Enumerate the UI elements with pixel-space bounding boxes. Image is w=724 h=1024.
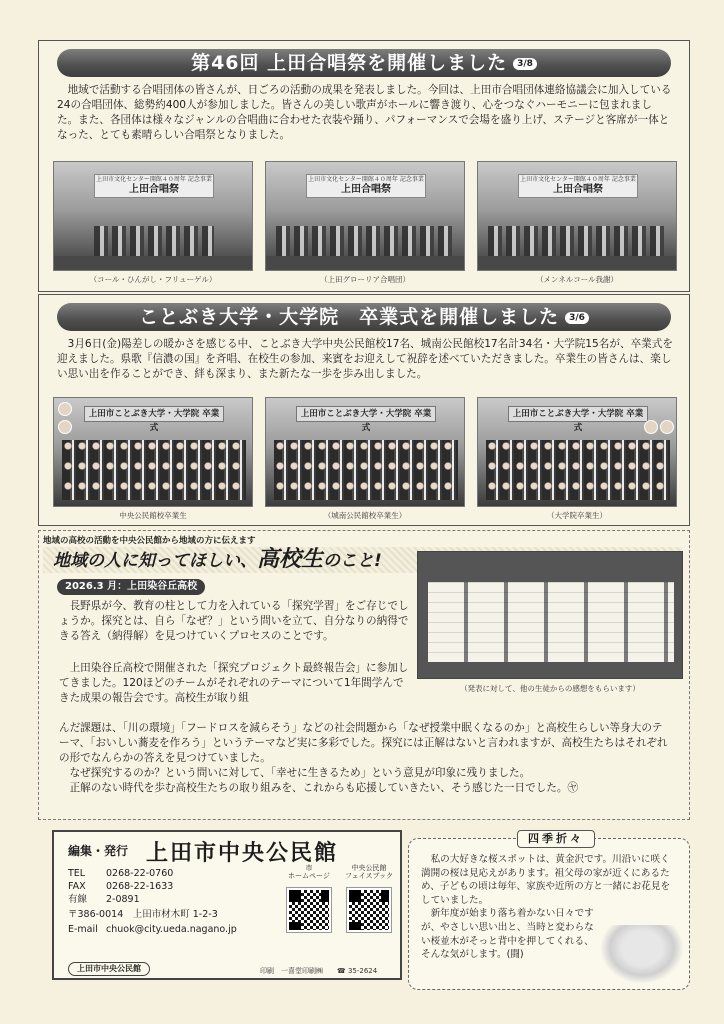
ceremony-sign: 上田市ことぶき大学・大学院 卒業式 — [508, 406, 648, 422]
photo-caption: （大学院卒業生） — [547, 511, 607, 520]
photo-caption: 中央公民館校卒業生 — [119, 511, 187, 520]
graduates — [62, 440, 246, 500]
performers — [276, 226, 456, 256]
photo-caption: （発表に対して、他の生徒からの感想をもらいます） — [460, 684, 640, 693]
date-badge: 3/8 — [513, 58, 537, 70]
photo-caption: （上田グローリア合唱団） — [320, 275, 410, 284]
article-graduation — [38, 294, 690, 526]
newsletter-page — [38, 40, 690, 980]
article-high-school — [38, 530, 690, 820]
group-photo — [265, 397, 465, 507]
group-photo — [477, 397, 677, 507]
cherry-tree-illustration — [601, 925, 683, 983]
feedback-board-photo — [417, 551, 683, 679]
stage-sign: 上田市文化センター開館４０周年 記念事業 上田合唱祭 — [518, 174, 638, 198]
article-title-banner — [57, 303, 671, 331]
portrait-inset — [660, 420, 674, 434]
portrait-inset — [58, 402, 72, 416]
headline-text: 地域の人に知ってほしい、 — [53, 551, 257, 571]
portrait-inset — [58, 420, 72, 434]
article-title: ことぶき大学・大学院 卒業式を開催しました — [139, 306, 560, 328]
group-photo — [53, 397, 253, 507]
publisher-label: 編集・発行 — [68, 844, 129, 858]
column-title: 四季折々 — [517, 830, 595, 848]
date-badge: 3/6 — [565, 312, 589, 324]
printer-credit: 印刷 一喜堂印刷㈱ ☎ 35-2624 — [260, 967, 378, 975]
publisher-pill: 上田市中央公民館 — [68, 962, 150, 976]
card-lines — [428, 582, 674, 662]
column-paragraph: 新年度が始まり落ち着かない日々ですが、やさしい思い出と、当時と変わらない桜並木がそっと背中を押してくれる、そんな気がします。(闘) — [421, 908, 594, 961]
publisher-box — [52, 830, 402, 980]
contact-address: 〒386-0014 上田市材木町 1-2-3 — [68, 909, 218, 920]
qr-code-icon[interactable] — [287, 888, 331, 932]
qr-label: 市 ホームページ — [288, 864, 330, 880]
column-paragraph: 私の大好きな桜スポットは、黄金沢です。川沿いに咲く満開の桜は見応えがあります。祖父母の家が近くにあるため、子どもの頃は毎年、家族や近所の方と一緒にお花見をしていました。 — [421, 854, 671, 906]
article-title: 第46回 上田合唱祭を開催しました — [191, 52, 508, 74]
paragraph: なぜ探究するのか？という問いに対して、「幸せに生きるため」という意見が印象に残りました。 — [69, 767, 531, 779]
stage-floor — [54, 256, 252, 270]
paragraph: 正解のない時代を歩む高校生たちの取り組みを、これからも応援していきたい、そう感じた一日でした。㋳ — [69, 782, 579, 794]
choir-photo — [477, 161, 677, 271]
contact-fax: FAX 0268-22-1633 — [68, 881, 174, 892]
photo-caption: （城南公民館校卒業生） — [323, 511, 407, 520]
ceremony-sign: 上田市ことぶき大学・大学院 卒業式 — [84, 406, 224, 422]
season-column — [408, 832, 690, 990]
publisher-name: 上田市中央公民館 — [146, 841, 339, 866]
stage-floor — [266, 256, 464, 270]
paragraph: んだ課題は、「川の環境」「フードロスを減らそう」などの社会問題から「なぜ授業中眠くなるのか」と高校生らしい等身大のテーマ、「おいしい蕎麦を作ろう」というテーマなど実に多彩でした。探究には正解はないと言われますが、高校生たちはそれぞれの形でなんらかの答えを見つけていました。 — [59, 722, 668, 764]
contact-wire: 有線 2-0891 — [68, 894, 140, 905]
section-kicker: 地域の高校の活動を中央公民館から地域の方に伝えます — [43, 536, 256, 546]
stage-floor — [478, 256, 676, 270]
ceremony-sign: 上田市ことぶき大学・大学院 卒業式 — [296, 406, 436, 422]
stage-sign: 上田市文化センター開館４０周年 記念事業 上田合唱祭 — [94, 174, 214, 198]
school-tag: 2026.3 月：上田染谷丘高校 — [57, 579, 205, 595]
performers — [94, 226, 214, 256]
headline-emphasis: 高校生 — [257, 547, 324, 572]
photo-caption: （コール・ひんがし・フリューゲル） — [89, 275, 217, 284]
qr-code-icon[interactable] — [347, 888, 391, 932]
article-choir-festival — [38, 40, 690, 292]
qr-label: 中央公民館 フェイスブック — [344, 864, 394, 880]
article-body: 地域で活動する合唱団体の皆さんが、日ごろの活動の成果を発表しました。今回は、上田市合唱団体連絡協議会に加入している24の合唱団体、総勢約400人が参加しました。皆さんの美しい歌声がホールに響き渡り、心をつなぐハーモニーに包まれました。また、各団体は様々なジャンルの合唱曲に合わせた衣装や踊り、パフォーマンスで会場を盛り上げ、ステージと客席が一体となった、とても素晴らしい合唱祭となりました。 — [57, 84, 672, 141]
stage-sign: 上田市文化センター開館４０周年 記念事業 上田合唱祭 — [306, 174, 426, 198]
contact-email[interactable]: E-mail chuok@city.ueda.nagano.jp — [68, 924, 237, 935]
portrait-inset — [644, 420, 658, 434]
choir-photo — [265, 161, 465, 271]
paragraph: 長野県が今、教育の柱として力を入れている「探究学習」をご存じでしょうか。探究とは、自ら「なぜ？」という問いを立て、自分なりの納得できる答え（納得解）を見つけていくプロセスのことです。 — [59, 600, 409, 642]
choir-photo — [53, 161, 253, 271]
paragraph: 上田染谷丘高校で開催された「探究プロジェクト最終報告会」に参加してきました。120ほどのチームがそれぞれのテーマについて1年間学んできた成果の報告会です。高校生が取り組 — [59, 662, 409, 704]
contact-tel: TEL 0268-22-0760 — [68, 868, 174, 879]
article-body: 3月6日(金)陽差しの暖かさを感じる中、ことぶき大学中央公民館校17名、城南公民館校17名計34名・大学院15名が、卒業式を迎えました。県歌『信濃の国』を斉唱、在校生の参加、来賓をお迎えして祝辞を述べていただきました。卒業生の皆さんは、楽しい思い出を作ることができ、絆も深まり、また新たな一歩を歩み出しました。 — [57, 338, 673, 380]
graduates — [486, 440, 670, 500]
article-title-banner — [57, 49, 671, 77]
graduates — [274, 440, 458, 500]
performers — [488, 226, 668, 256]
headline-text: のこと! — [323, 551, 382, 571]
photo-caption: （メンネルコール我謝） — [535, 275, 619, 284]
